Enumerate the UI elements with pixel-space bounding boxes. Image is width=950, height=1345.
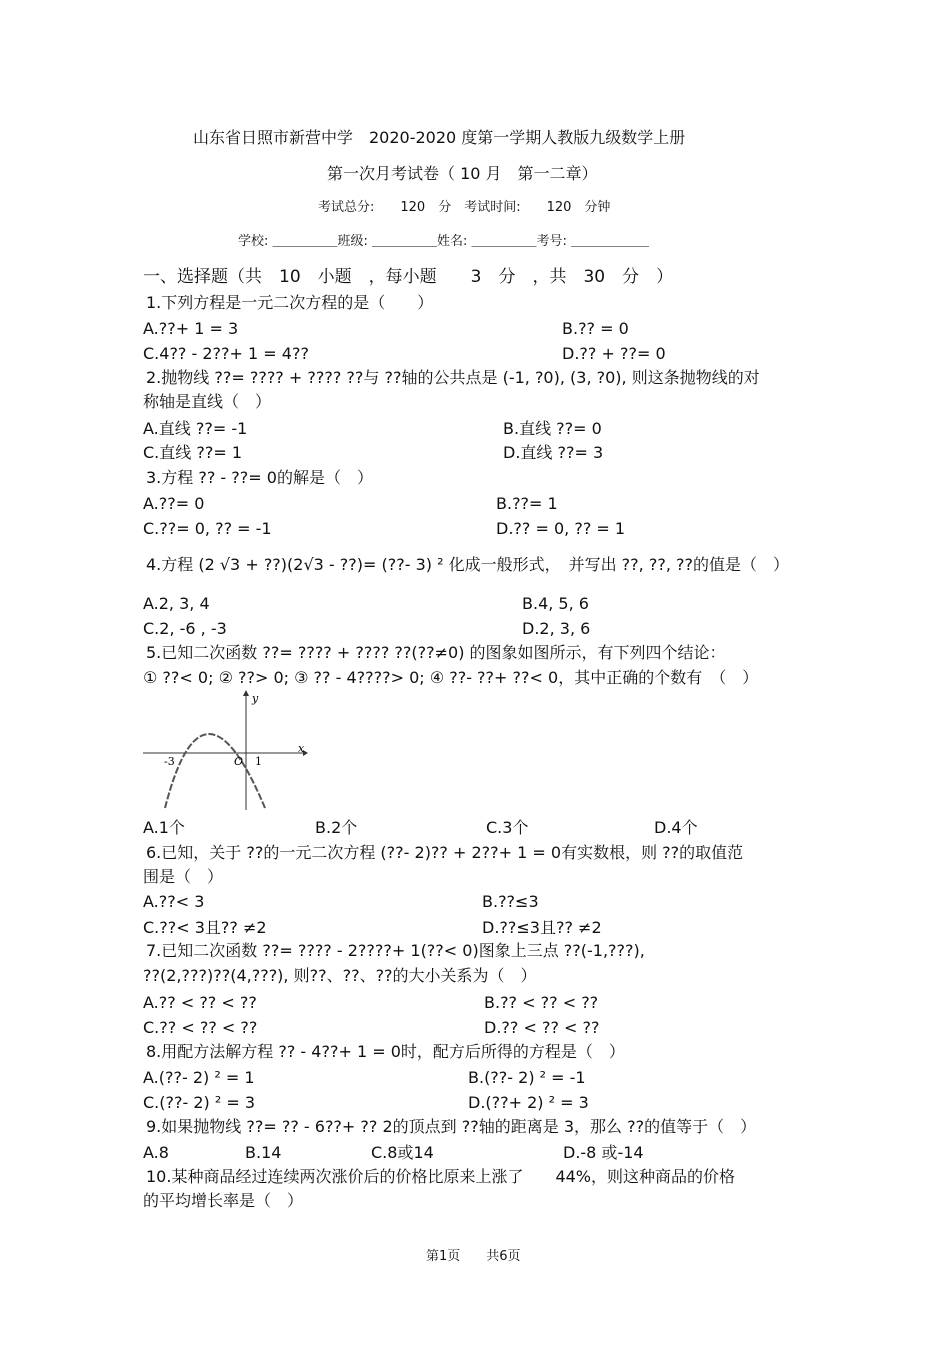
q6-stem-line2: 围是（ ） <box>143 867 224 886</box>
q4-option-a: A.2, 3, 4 <box>143 594 210 613</box>
q9-option-a: A.8 <box>143 1143 169 1162</box>
q1-option-b: B.?? = 0 <box>562 319 629 338</box>
q9-option-d: D.-8 或-14 <box>563 1143 644 1162</box>
q2-option-d: D.直线 ??= 3 <box>503 443 604 462</box>
q4-option-c: C.2, -6 , -3 <box>143 619 227 638</box>
q5-option-a: A.1个 <box>143 818 185 837</box>
origin-label: O <box>234 755 244 768</box>
q2-stem-line2: 称轴是直线（ ） <box>143 392 272 411</box>
q2-option-a: A.直线 ??= -1 <box>143 419 248 438</box>
q4-option-d: D.2, 3, 6 <box>522 619 591 638</box>
q2-stem-line1: 2.抛物线 ??= ???? + ???? ??与 ??轴的公共点是 (-1, ?0), (3, ?0), 则这条抛物线的对 <box>146 368 760 387</box>
student-fields: 学校: ＿＿＿＿＿班级: ＿＿＿＿＿姓名: ＿＿＿＿＿考号: ＿＿＿＿＿＿ <box>238 234 650 249</box>
section-heading: 一、选择题（共 10 小题 ，每小题 3 分 ，共 30 分 ） <box>143 267 674 287</box>
q1-option-a: A.??+ 1 = 3 <box>143 319 239 338</box>
q10-stem-line2: 的平均增长率是（ ） <box>143 1191 304 1210</box>
q6-stem-line1: 6.已知，关于 ??的一元二次方程 (??- 2)?? + 2??+ 1 = 0有实数根，则 ??的取值范 <box>146 843 744 862</box>
q9-stem: 9.如果抛物线 ??= ?? - 6??+ ?? 2的顶点到 ??轴的距离是 3，那么 ??的值等于（ ） <box>146 1117 757 1136</box>
q10-stem-line1: 10.某种商品经过连续两次涨价后的价格比原来上涨了 44%，则这种商品的价格 <box>146 1167 736 1186</box>
q2-option-b: B.直线 ??= 0 <box>503 419 602 438</box>
q9-option-c: C.8或14 <box>371 1143 434 1162</box>
q8-option-d: D.(??+ 2) ² = 3 <box>468 1093 589 1112</box>
q8-stem: 8.用配方法解方程 ?? - 4??+ 1 = 0时，配方后所得的方程是（ ） <box>146 1042 625 1061</box>
q1-option-c: C.4?? - 2??+ 1 = 4?? <box>143 344 309 363</box>
y-axis-arrow <box>243 690 249 696</box>
q6-option-d: D.??≤3且?? ≠2 <box>482 918 602 937</box>
q5-stem-line1: 5.已知二次函数 ??= ???? + ???? ??(??≠0) 的图象如图所示，有下列四个结论： <box>146 643 726 662</box>
q5-option-b: B.2个 <box>315 818 358 837</box>
q7-option-d: D.?? < ?? < ?? <box>484 1018 600 1037</box>
q3-option-c: C.??= 0, ?? = -1 <box>143 519 272 538</box>
q9-option-b: B.14 <box>245 1143 282 1162</box>
q8-option-a: A.(??- 2) ² = 1 <box>143 1068 255 1087</box>
q7-option-c: C.?? < ?? < ?? <box>143 1018 258 1037</box>
q3-option-d: D.?? = 0, ?? = 1 <box>496 519 626 538</box>
q8-option-b: B.(??- 2) ² = -1 <box>468 1068 586 1087</box>
tick-label-neg3: -3 <box>164 755 175 768</box>
q3-stem: 3.方程 ?? - ??= 0的解是（ ） <box>146 468 373 487</box>
exam-title: 山东省日照市新营中学 2020-2020 度第一学期人教版九级数学上册 <box>193 128 686 147</box>
q6-option-b: B.??≤3 <box>482 892 539 911</box>
q7-stem-line1: 7.已知二次函数 ??= ???? - 2????+ 1(??< 0)图象上三点 ??(-1,???), <box>146 941 645 960</box>
q7-option-b: B.?? < ?? < ?? <box>484 993 599 1012</box>
parabola-curve <box>165 734 265 808</box>
q3-option-a: A.??= 0 <box>143 494 205 513</box>
page-footer: 第1页 共6页 <box>426 1249 521 1264</box>
parabola-graph <box>143 690 308 810</box>
x-axis-label: x <box>298 742 305 755</box>
q7-option-a: A.?? < ?? < ?? <box>143 993 257 1012</box>
y-axis-label: y <box>252 692 259 705</box>
q5-option-c: C.3个 <box>486 818 529 837</box>
q8-option-c: C.(??- 2) ² = 3 <box>143 1093 256 1112</box>
q4-stem: 4.方程 (2 √3 + ??)(2√3 - ??)= (??- 3) ² 化成一般形式， 并写出 ??, ??, ??的值是（ ） <box>146 555 789 574</box>
q5-stem-line2: ① ??< 0; ② ??> 0; ③ ?? - 4????> 0; ④ ??- ??+ ??< 0，其中正确的个数有 （ ） <box>143 668 759 687</box>
q7-stem-line2: ??(2,???)??(4,???), 则??、??、??的大小关系为（ ） <box>143 966 537 985</box>
q6-option-a: A.??< 3 <box>143 892 205 911</box>
exam-subtitle: 第一次月考试卷（ 10 月 第一二章） <box>327 164 598 183</box>
q5-option-d: D.4个 <box>654 818 698 837</box>
q2-option-c: C.直线 ??= 1 <box>143 443 243 462</box>
q6-option-c: C.??< 3且?? ≠2 <box>143 918 267 937</box>
tick-label-1: 1 <box>255 755 262 768</box>
q3-option-b: B.??= 1 <box>496 494 558 513</box>
q1-option-d: D.?? + ??= 0 <box>562 344 666 363</box>
q4-option-b: B.4, 5, 6 <box>522 594 589 613</box>
exam-info: 考试总分: 120 分 考试时间: 120 分钟 <box>318 200 611 215</box>
q1-stem: 1.下列方程是一元二次方程的是（ ） <box>146 293 434 312</box>
